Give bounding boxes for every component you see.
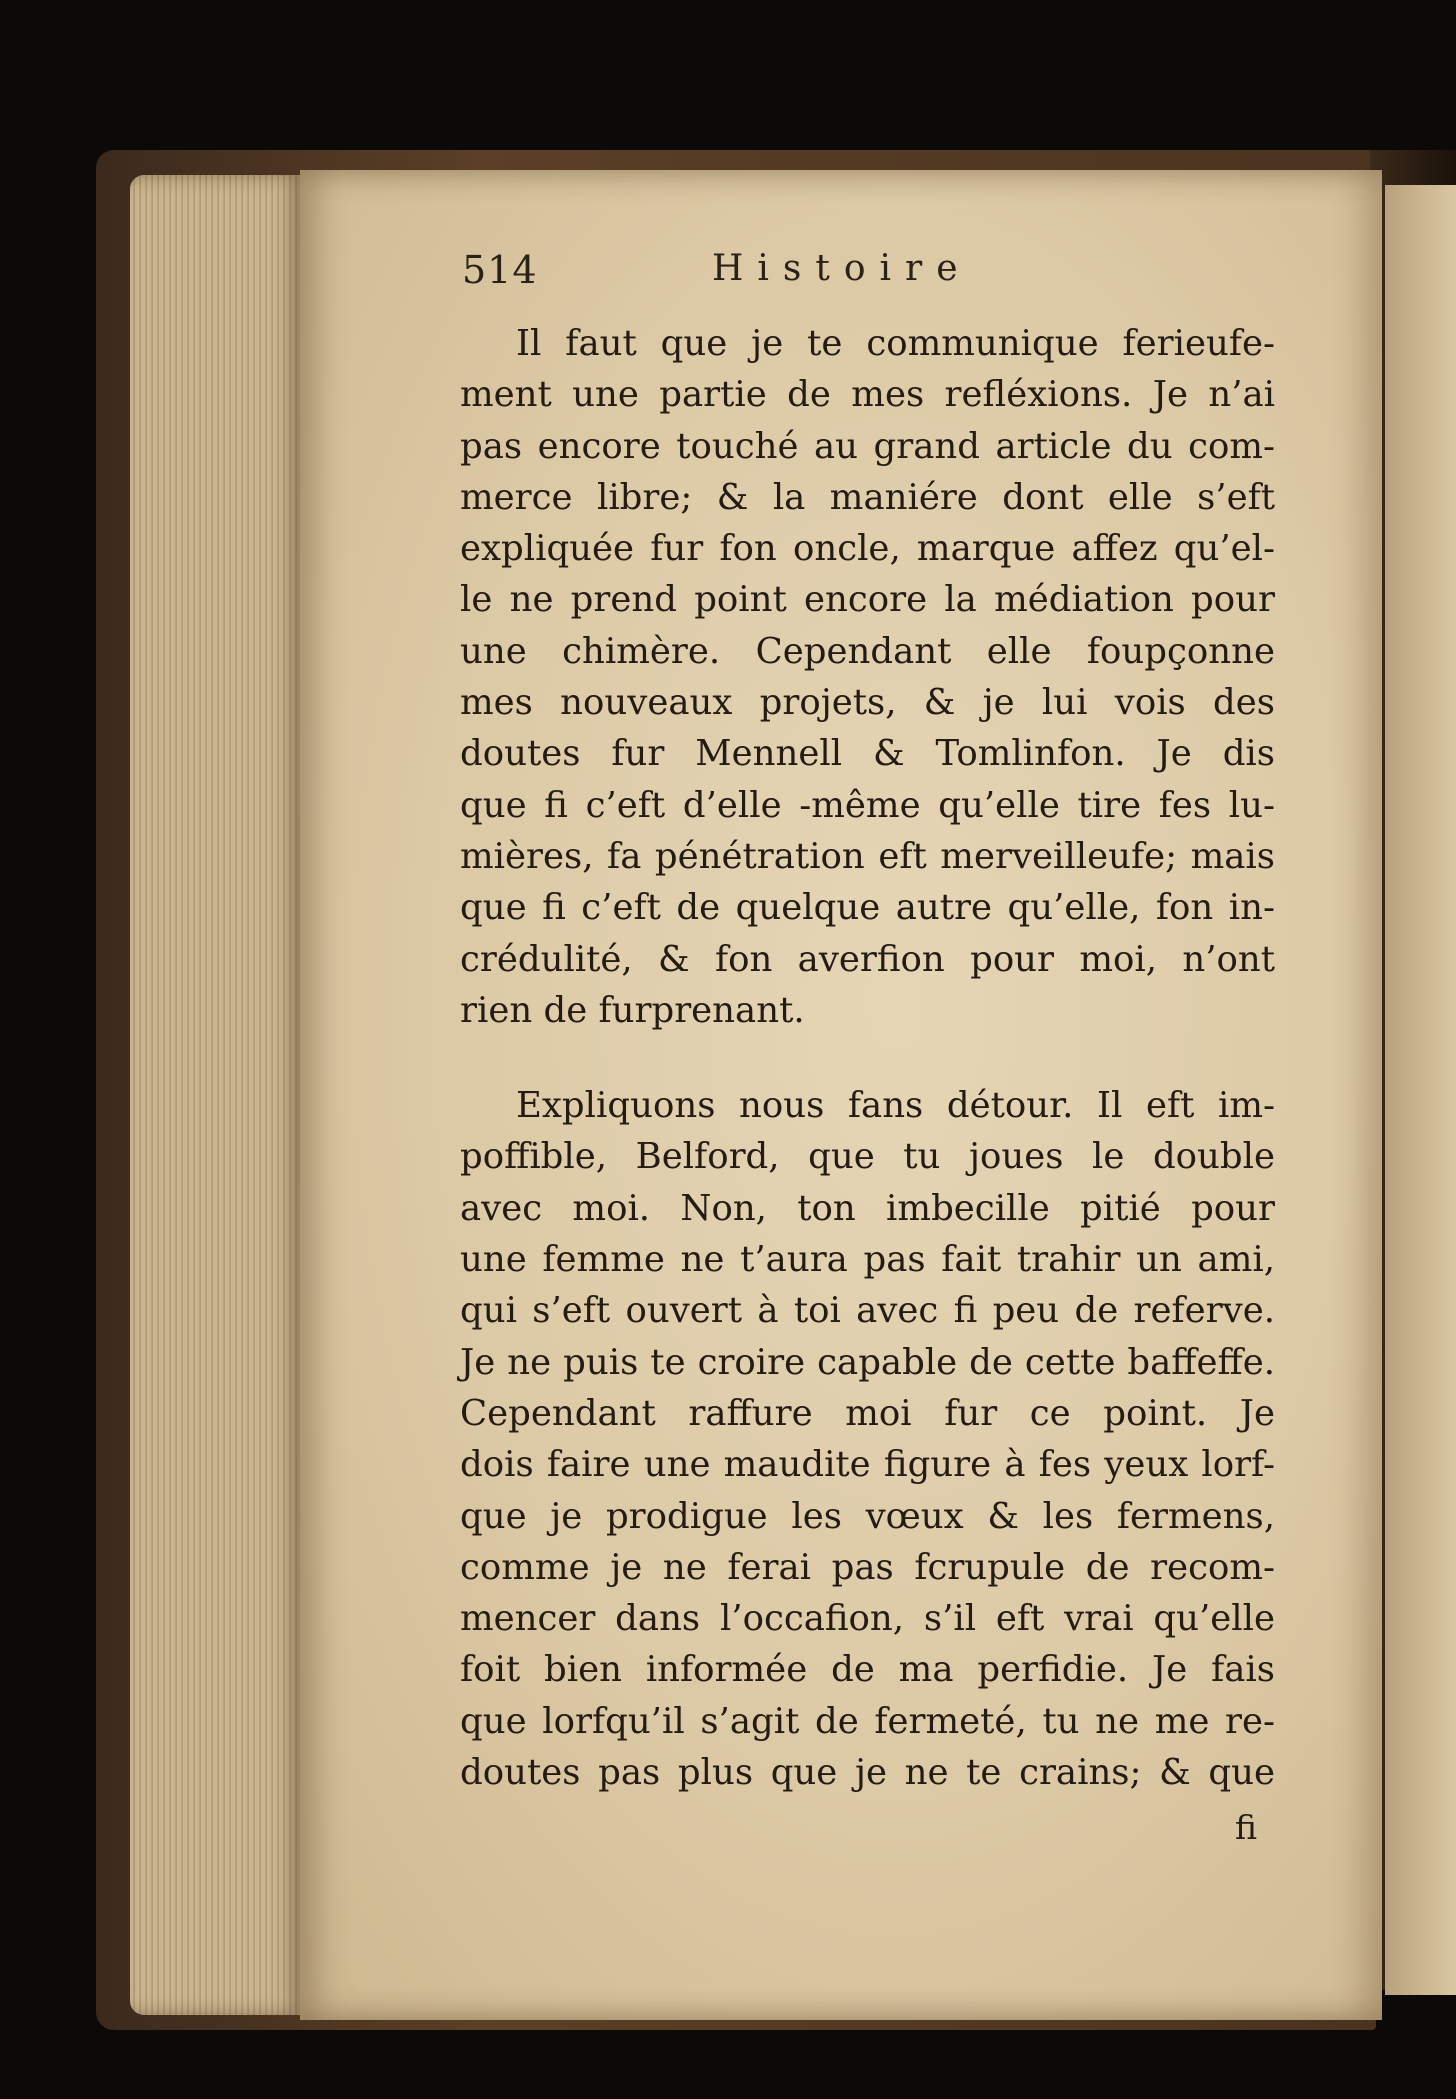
text-line: que fi c’eft d’elle -même qu’elle tire fes lu- — [460, 784, 1275, 826]
text-line: avec moi. Non, ton imbecille pitié pour — [460, 1187, 1275, 1229]
running-head — [462, 248, 1282, 308]
text-line: doutes pas plus que je ne te crains; & que — [460, 1752, 1275, 1794]
text-line: rien de furprenant. — [460, 989, 805, 1031]
text-line: mes nouveaux projets, & je lui vois des — [460, 682, 1275, 724]
text-line: qui s’eft ouvert à toi avec fi peu de referve. — [460, 1290, 1275, 1332]
text-line: comme je ne ferai pas fcrupule de recom- — [460, 1546, 1275, 1588]
paragraph-gap — [460, 1036, 1275, 1080]
body-text — [460, 318, 1275, 1798]
text-line: mencer dans l’occafion, s’il eft vrai qu’elle — [460, 1598, 1275, 1640]
text-line: mières, fa pénétration eft merveilleufe; mais — [460, 835, 1275, 877]
text-line: que fi c’eft de quelque autre qu’elle, fon in- — [460, 887, 1275, 929]
text-line: le ne prend point encore la médiation pour — [460, 579, 1275, 621]
catchword: fi — [1235, 1808, 1258, 1847]
text-line: doutes fur Mennell & Tomlinfon. Je dis — [460, 733, 1275, 775]
text-line: Je ne puis te croire capable de cette baffeffe. — [460, 1341, 1275, 1383]
text-line: crédulité, & fon averfion pour moi, n’ont — [460, 938, 1275, 980]
text-line: Cependant raffure moi fur ce point. Je — [460, 1392, 1275, 1434]
text-line: une femme ne t’aura pas fait trahir un ami, — [460, 1239, 1275, 1281]
text-line: Expliquons nous fans détour. Il eft im- — [516, 1085, 1275, 1127]
text-line: expliquée fur fon oncle, marque affez qu’el- — [460, 528, 1275, 570]
text-line: une chimère. Cependant elle foupçonne — [460, 630, 1275, 672]
running-head-title: Histoire — [712, 248, 972, 289]
text-line: Il faut que je te communique ferieufe- — [516, 323, 1275, 364]
text-line: ment une partie de mes refléxions. Je n’ai — [460, 374, 1275, 416]
text-line: que je prodigue les vœux & les fermens, — [460, 1495, 1275, 1537]
page-edges — [130, 175, 305, 2015]
text-line: pas encore touché au grand article du com- — [460, 425, 1275, 467]
text-line: foit bien informée de ma perfidie. Je fais — [460, 1649, 1275, 1691]
text-line: que lorfqu’il s’agit de fermeté, tu ne me re- — [460, 1700, 1275, 1742]
page-number: 514 — [462, 248, 538, 292]
text-line: poffible, Belford, que tu joues le double — [460, 1136, 1275, 1178]
text-line: dois faire une maudite figure à fes yeux lorf- — [460, 1444, 1275, 1486]
facing-page-edge — [1385, 185, 1456, 1995]
text-line: merce libre; & la maniére dont elle s’eft — [460, 476, 1275, 518]
